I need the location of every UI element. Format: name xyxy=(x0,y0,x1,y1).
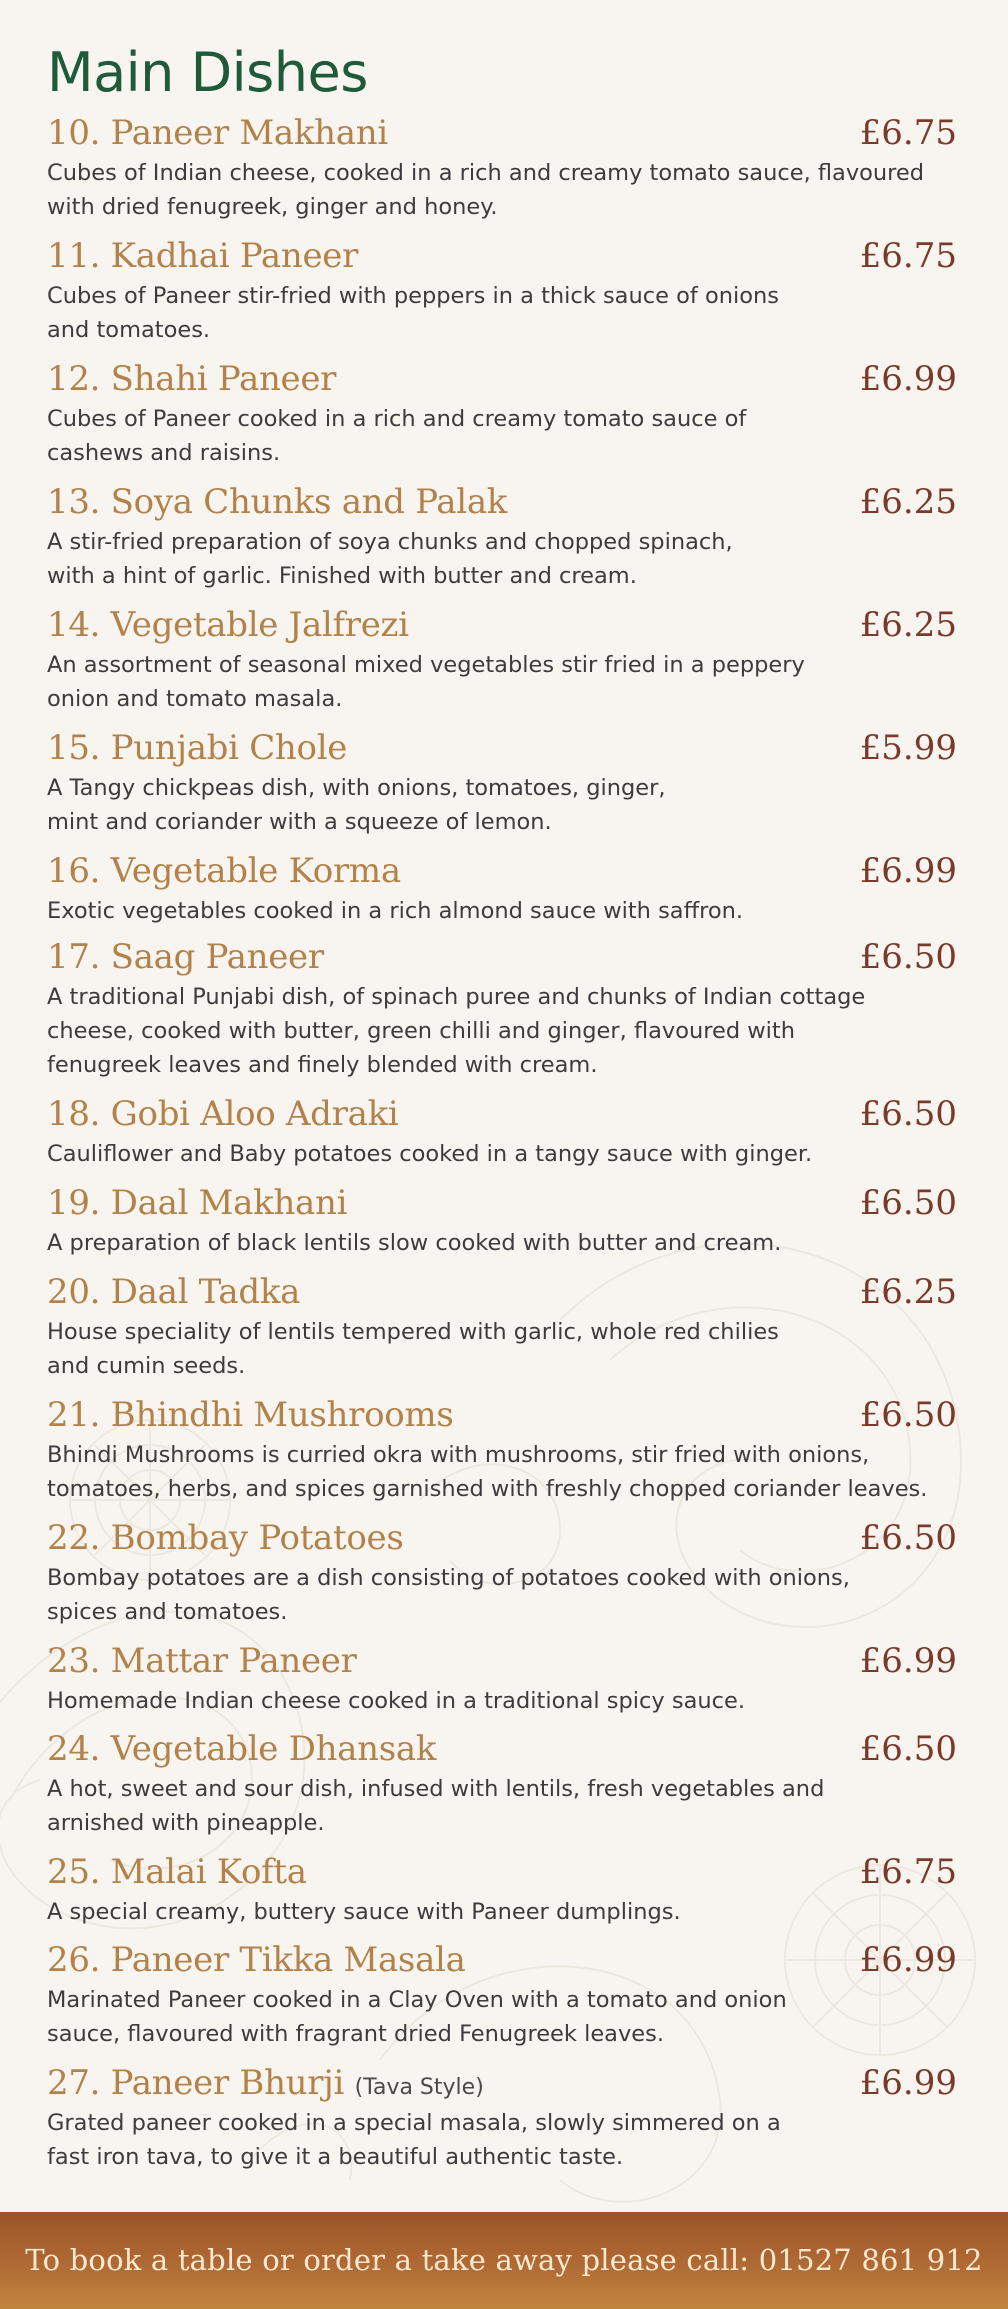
dish-description: Bombay potatoes are a dish consisting of potatoes cooked with onions, spices and tomatoes. xyxy=(47,1565,850,1625)
menu-item xyxy=(47,725,957,839)
dish-price: £6.99 xyxy=(859,359,957,399)
menu-item xyxy=(47,110,957,224)
booking-phone-text: To book a table or order a take away please call: 01527 861 912 xyxy=(25,2243,983,2277)
dish-description: An assortment of seasonal mixed vegetables stir fried in a peppery onion and tomato masala. xyxy=(47,652,805,712)
dish-price: £6.50 xyxy=(859,1395,957,1435)
dish-price: £6.99 xyxy=(859,1940,957,1980)
dish-description: A special creamy, buttery sauce with Paneer dumplings. xyxy=(47,1899,681,1925)
dish-description: Cubes of Indian cheese, cooked in a rich and creamy tomato sauce, flavoured with dried fenugreek, ginger and honey. xyxy=(47,160,925,220)
dish-description: A stir-fried preparation of soya chunks and chopped spinach, with a hint of garlic. Finished with butter and cream. xyxy=(47,529,733,589)
dish-price: £6.50 xyxy=(859,1183,957,1223)
dish-price: £6.50 xyxy=(859,1729,957,1769)
dish-price: £6.50 xyxy=(859,1518,957,1558)
dish-name: 16. Vegetable Korma xyxy=(47,851,401,891)
dish-name: 23. Mattar Paneer xyxy=(47,1641,357,1681)
dish-description: Marinated Paneer cooked in a Clay Oven with a tomato and onion sauce, flavoured with fragrant dried Fenugreek leaves. xyxy=(47,1987,787,2047)
dish-description: Cubes of Paneer stir-fried with peppers in a thick sauce of onions and tomatoes. xyxy=(47,283,779,343)
menu-item xyxy=(47,1269,957,1383)
menu-item xyxy=(47,1392,957,1506)
menu-item xyxy=(47,1515,957,1629)
dish-description: Cubes of Paneer cooked in a rich and creamy tomato sauce of cashews and raisins. xyxy=(47,406,747,466)
dish-price: £6.25 xyxy=(859,482,957,522)
dish-name: 25. Malai Kofta xyxy=(47,1852,307,1892)
dish-description: Bhindi Mushrooms is curried okra with mushrooms, stir fried with onions, tomatoes, herbs, and spices garnished with freshly chopped coriander leaves. xyxy=(47,1442,928,1502)
dish-description: Cauliflower and Baby potatoes cooked in a tangy sauce with ginger. xyxy=(47,1141,813,1167)
menu-item xyxy=(47,848,957,928)
menu-item xyxy=(47,356,957,470)
dish-name: 21. Bhindhi Mushrooms xyxy=(47,1395,454,1435)
dish-price: £6.99 xyxy=(859,851,957,891)
dish-name: 10. Paneer Makhani xyxy=(47,113,388,153)
dish-description: A hot, sweet and sour dish, infused with lentils, fresh vegetables and arnished with pineapple. xyxy=(47,1776,825,1836)
dish-description: A Tangy chickpeas dish, with onions, tomatoes, ginger, mint and coriander with a squeeze of lemon. xyxy=(47,775,666,835)
dish-description: A preparation of black lentils slow cooked with butter and cream. xyxy=(47,1230,782,1256)
dish-description: House speciality of lentils tempered with garlic, whole red chilies and cumin seeds. xyxy=(47,1319,779,1379)
menu-item xyxy=(47,602,957,716)
menu-item xyxy=(47,1726,957,1840)
dish-price: £6.50 xyxy=(859,937,957,977)
dish-price: £6.25 xyxy=(859,1272,957,1312)
dish-name: 22. Bombay Potatoes xyxy=(47,1518,404,1558)
dish-name: 14. Vegetable Jalfrezi xyxy=(47,605,409,645)
menu-item xyxy=(47,934,957,1082)
dish-price: £6.99 xyxy=(859,2063,957,2103)
dish-price: £6.75 xyxy=(859,1852,957,1892)
dish-name: 12. Shahi Paneer xyxy=(47,359,337,399)
page-title: Main Dishes xyxy=(47,41,368,104)
menu-item xyxy=(47,1937,957,2051)
dish-price: £6.99 xyxy=(859,1641,957,1681)
menu-item xyxy=(47,1180,957,1260)
menu-item xyxy=(47,1091,957,1171)
dish-name: 19. Daal Makhani xyxy=(47,1183,348,1223)
menu-item xyxy=(47,1638,957,1718)
dish-name xyxy=(47,2060,484,2111)
menu-item xyxy=(47,1849,957,1929)
dish-name: 26. Paneer Tikka Masala xyxy=(47,1940,466,1980)
menu-item xyxy=(47,479,957,593)
dish-name: 18. Gobi Aloo Adraki xyxy=(47,1094,399,1134)
menu-item xyxy=(47,2060,957,2174)
dish-name: 17. Saag Paneer xyxy=(47,937,324,977)
dish-description: Exotic vegetables cooked in a rich almond sauce with saffron. xyxy=(47,898,744,924)
dish-name: 20. Daal Tadka xyxy=(47,1272,301,1312)
dish-name-text: 27. Paneer Bhurji xyxy=(47,2063,345,2103)
dish-style-note: (Tava Style) xyxy=(354,2075,484,2100)
dish-description: Grated paneer cooked in a special masala, slowly simmered on a fast iron tava, to give it a beautiful authentic taste. xyxy=(47,2110,781,2170)
dish-price: £6.25 xyxy=(859,605,957,645)
dish-name: 11. Kadhai Paneer xyxy=(47,236,359,276)
dish-description: Homemade Indian cheese cooked in a traditional spicy sauce. xyxy=(47,1688,746,1714)
dish-price: £6.75 xyxy=(859,236,957,276)
dish-price: £6.50 xyxy=(859,1094,957,1134)
dish-price: £5.99 xyxy=(859,728,957,768)
dish-name: 15. Punjabi Chole xyxy=(47,728,348,768)
dish-price: £6.75 xyxy=(859,113,957,153)
dish-name: 24. Vegetable Dhansak xyxy=(47,1729,437,1769)
dish-name: 13. Soya Chunks and Palak xyxy=(47,482,508,522)
dish-description: A traditional Punjabi dish, of spinach puree and chunks of Indian cottage cheese, cooked with butter, green chilli and ginger, flavoured with fenugreek leaves and finely blended with cream. xyxy=(47,984,866,1078)
menu-item xyxy=(47,233,957,347)
footer-bar xyxy=(0,2212,1008,2309)
